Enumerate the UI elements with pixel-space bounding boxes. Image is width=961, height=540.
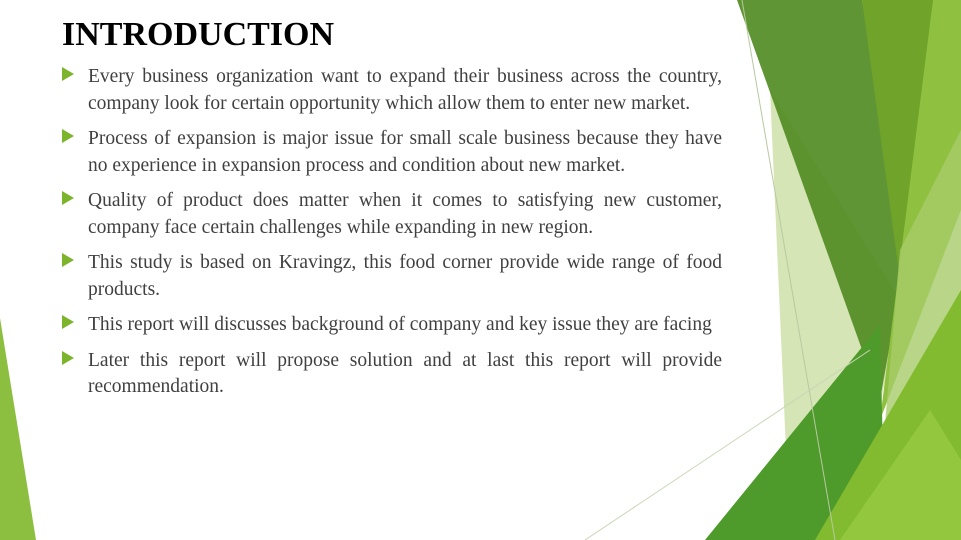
triangle-bullet-icon <box>62 67 74 81</box>
list-item <box>62 64 722 117</box>
bullet-list <box>62 64 722 410</box>
triangle-bullet-icon <box>62 351 74 365</box>
triangle-bullet-icon <box>62 315 74 329</box>
list-item <box>62 312 722 339</box>
list-item <box>62 348 722 401</box>
bullet-text: This report will discusses background of company and key issue they are facing <box>88 314 712 335</box>
list-item <box>62 250 722 303</box>
bullet-text: Later this report will propose solution and at last this report will provide recommendation. <box>88 349 722 397</box>
left-edge-shape <box>0 318 36 540</box>
slide-title: INTRODUCTION <box>62 16 335 53</box>
list-item <box>62 126 722 179</box>
triangle-bullet-icon <box>62 191 74 205</box>
triangle-bullet-icon <box>62 129 74 143</box>
bullet-text: Process of expansion is major issue for small scale business because they have no experience in expansion process and condition about new market. <box>88 128 722 176</box>
bullet-text: Every business organization want to expand their business across the country, company look for certain opportunity which allow them to enter new market. <box>88 66 722 114</box>
list-item <box>62 188 722 241</box>
bullet-text: Quality of product does matter when it comes to satisfying new customer, company face certain challenges while expanding in new region. <box>88 190 722 238</box>
triangle-bullet-icon <box>62 253 74 267</box>
bullet-text: This study is based on Kravingz, this food corner provide wide range of food products. <box>88 252 722 300</box>
